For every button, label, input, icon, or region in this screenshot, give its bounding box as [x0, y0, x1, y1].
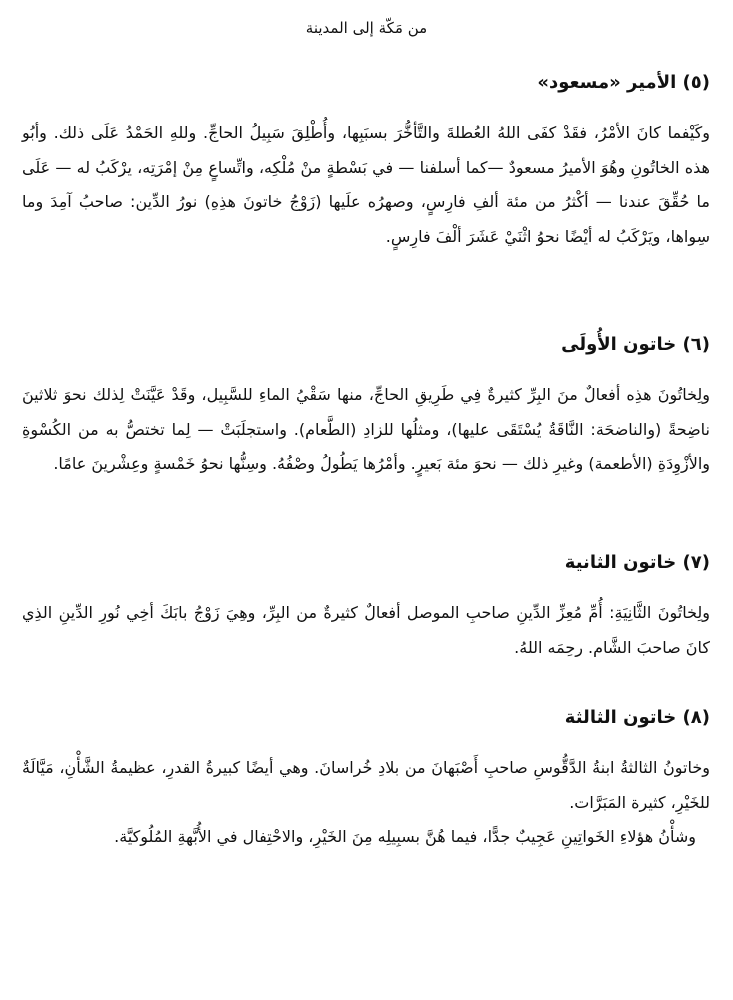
spacer: [22, 360, 710, 378]
section-heading: (٦) خاتون الأُولَى: [561, 334, 710, 355]
section-paragraph: ولِخاتُونَ الثَّانِيَةِ: أُمِّ مُعِزِّ الدِّينِ صاحبِ الموصل أفعالٌ كثيرةٌ من البِرِّ، وهِيَ زَوْجُ بابَكَ أخِي نُورِ الدِّينِ الذِي كانَ صاحبَ الشَّام. رحِمَه اللهُ.: [22, 603, 710, 657]
section-heading: (٨) خاتون الثالثة: [564, 707, 710, 728]
section-6: [22, 330, 710, 482]
section-heading: (٧) خاتون الثانية: [564, 552, 710, 573]
section-5: [22, 68, 710, 254]
section-paragraph: وشأْنُ هؤلاءِ الخَواتِينِ عَجِيبٌ جدًّا، فيما هُنَّ بسبِيلِه مِنَ الخَيْرِ، والاحْتِفال في الأُبَّهةِ المُلُوكيَّة.: [114, 827, 696, 846]
section-8: [22, 703, 710, 855]
section-7: [22, 548, 710, 665]
spacer: [22, 733, 710, 751]
section-paragraph: وخاتونُ الثالثةُ ابنةُ الدَّقُّوسِ صاحبِ أَصْبَهانَ من بلادِ خُراسانَ. وهي أيضًا كبيرةُ القدرِ، عظيمةُ الشَّأْنِ، مَيَّالَةٌ للخَيْرِ، كثيرة المَبَرَّات.: [22, 758, 710, 812]
section-heading: (٥) الأمير «مسعود»: [537, 72, 710, 93]
section-paragraph: وكَيْفما كانَ الأمْرُ، فقَدْ كفَى اللهُ العُطلةَ والتَّأخُّرَ بسبَبِها، وأُطْلِقَ سَبِيلُ الحاجِّ. وللهِ الحَمْدُ عَلَى ذلك. وأبُو هذه الخاتُونِ وهُوَ الأميرُ مسعودٌ —كما أسلفنا — في بَسْطةٍ منْ مُلْكِه، واتِّساعٍ مِنْ إمْرَتِه، يرْكَبُ له — عَلَى ما حُقِّقَ عندنا — أكْثرُ من مئة ألفِ فارِسٍ، وصهرُه علَيها (زَوْجُ خاتونَ هذِهِ) نورُ الدِّين: صاحبُ آمِدَ وما سِواها، ويَرْكَبُ له أيْضًا نحوُ اثْنَيْ عَشَرَ ألْفَ فارِسٍ.: [22, 123, 710, 246]
spacer: [22, 98, 710, 116]
section-paragraph: ولِخاتُونَ هذِه أفعالٌ منَ البِرِّ كثيرةٌ فِي طَرِيقِ الحاجِّ، منها سَقْيُ الماءِ للسَّبِيل، وقَدْ عَيَّنَتْ لِذلك نحوَ ثلاثينَ ناضِحةً (والناضحَة: النَّاقَةُ يُسْتَقَى عليها)، ومثلُها للزادِ (الطَّعام). واستجلَبَتْ — لِما تختصُّ به من الكُسْوةِ والأزْوِدَةِ (الأطعمة) وغيرِ ذلك — نحوَ مئة بَعيرٍ. وأمْرُها يَطُولُ وصْفُهُ. وسِنُّها نحوُ خَمْسةٍ وعِشْرينَ عامًا.: [22, 385, 710, 473]
spacer: [22, 578, 710, 596]
running-header: من مَكّة إلى المدينة: [305, 19, 428, 37]
